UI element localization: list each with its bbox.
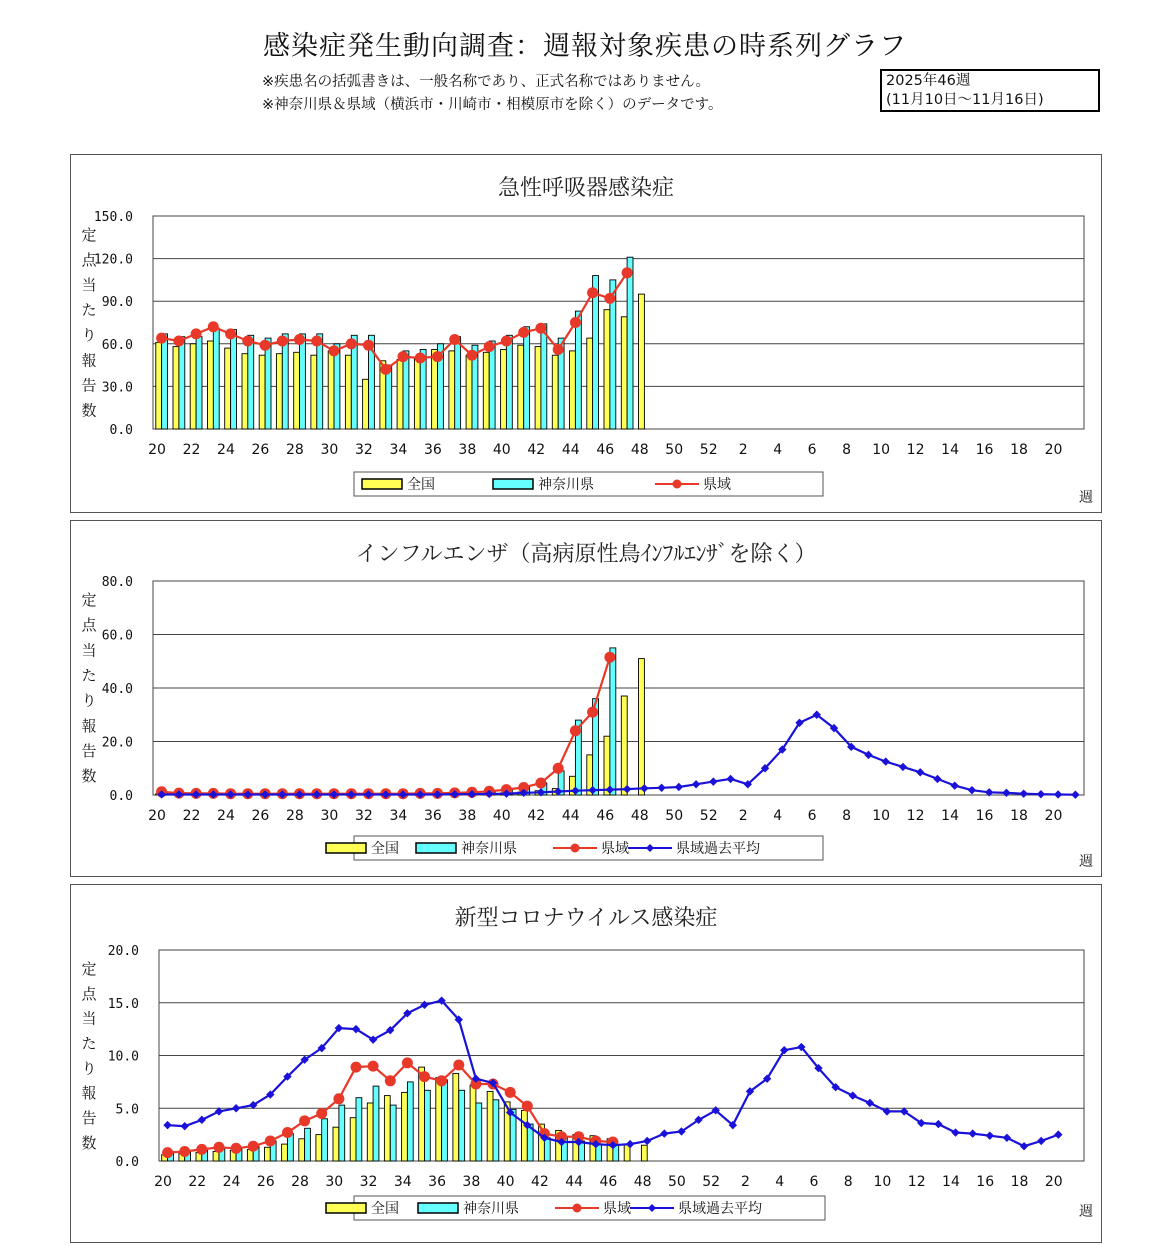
bar-national: [259, 355, 265, 429]
x-tick-label: 26: [251, 442, 270, 458]
bar-kanagawa: [455, 337, 461, 429]
x-axis-unit: 週: [1079, 490, 1093, 506]
point-prefecture: [316, 1108, 327, 1119]
x-tick-label: 10: [873, 1174, 892, 1190]
report-week: 2025年46週: [886, 73, 971, 89]
y-axis-label-char: 定: [81, 226, 97, 244]
x-tick-label: 12: [906, 808, 925, 824]
x-tick-label: 6: [809, 1174, 819, 1190]
x-tick-label: 30: [320, 808, 339, 824]
point-prefecture: [380, 364, 391, 375]
bar-national: [328, 351, 334, 429]
bar-kanagawa: [213, 328, 219, 429]
bar-national: [414, 358, 420, 429]
x-tick-label: 36: [423, 808, 442, 824]
y-tick-label: 60.0: [101, 337, 133, 353]
bar-national: [604, 310, 610, 429]
bar-national: [436, 1078, 442, 1161]
bar-national: [156, 342, 162, 429]
covid19-chart: [71, 885, 1101, 1242]
bar-national: [213, 1152, 219, 1162]
point-prefecture: [196, 1144, 207, 1155]
y-axis-label-char: 点: [81, 984, 97, 1003]
x-tick-label: 26: [256, 1174, 275, 1190]
bar-national: [225, 348, 231, 429]
x-tick-label: 48: [630, 808, 649, 824]
bar-national: [282, 1144, 288, 1161]
bar-kanagawa: [339, 1105, 345, 1161]
y-tick-label: 90.0: [101, 295, 133, 311]
bar-kanagawa: [231, 330, 237, 429]
influenza-chart: [71, 521, 1101, 876]
legend-swatch-kanagawa: [418, 1203, 458, 1213]
bar-national: [621, 696, 627, 795]
bar-national: [397, 359, 403, 429]
bar-kanagawa: [282, 334, 288, 429]
bar-kanagawa: [541, 324, 547, 429]
x-tick-label: 46: [596, 808, 615, 824]
y-tick-label: 10.0: [107, 1049, 139, 1065]
x-tick-label: 14: [942, 1174, 960, 1190]
point-prefecture: [553, 344, 564, 355]
y-axis-label-char: り: [81, 1059, 97, 1078]
y-tick-label: 0.0: [109, 789, 133, 804]
bar-national: [265, 1147, 271, 1161]
bar-national: [639, 294, 645, 429]
bar-national: [333, 1127, 339, 1161]
point-prefecture: [346, 338, 357, 349]
bar-national: [311, 355, 317, 429]
bar-national: [570, 351, 576, 429]
point-prefecture: [208, 321, 219, 332]
bar-kanagawa: [627, 257, 633, 429]
point-prefecture: [518, 327, 529, 338]
bar-national: [449, 351, 455, 429]
point-prefecture: [282, 1127, 293, 1138]
bar-kanagawa: [575, 311, 581, 429]
bar-national: [367, 1103, 373, 1161]
y-axis-label-char: 点: [81, 616, 97, 635]
bar-national: [299, 1139, 305, 1161]
point-prefecture: [570, 317, 581, 328]
x-tick-label: 52: [699, 442, 718, 458]
x-tick-label: 24: [217, 442, 235, 458]
point-prefecture: [501, 336, 512, 347]
point-prefecture: [277, 336, 288, 347]
bar-national: [208, 341, 214, 429]
region-note: ※神奈川県＆県域（横浜市・川崎市・相模原市を除く）のデータです。: [262, 97, 723, 113]
bar-national: [384, 1096, 390, 1161]
report-week-range: (11月10日～11月16日): [886, 92, 1044, 108]
x-tick-label: 24: [222, 1174, 241, 1190]
bar-national: [466, 355, 472, 429]
x-tick-label: 28: [286, 808, 304, 824]
x-tick-label: 40: [492, 808, 511, 824]
bar-national: [487, 1091, 493, 1161]
x-tick-label: 16: [976, 1174, 995, 1190]
legend-swatch-national: [326, 843, 366, 853]
bar-kanagawa: [407, 1082, 413, 1161]
legend-marker-prefecture: [571, 844, 580, 853]
bar-national: [535, 347, 541, 429]
bar-kanagawa: [322, 1119, 328, 1161]
legend-swatch-national: [362, 479, 402, 489]
point-prefecture: [432, 351, 443, 362]
x-tick-label: 50: [665, 808, 684, 824]
point-prefecture: [587, 707, 598, 718]
bar-kanagawa: [524, 327, 530, 429]
legend-label: 神奈川県: [463, 1201, 519, 1217]
y-tick-label: 60.0: [101, 628, 133, 644]
chart-title: 新型コロナウイルス感染症: [454, 906, 718, 931]
point-prefecture: [402, 1057, 413, 1068]
legend-label: 県域: [603, 1201, 631, 1217]
bar-kanagawa: [506, 335, 512, 429]
bar-kanagawa: [334, 344, 340, 429]
y-tick-label: 5.0: [115, 1102, 139, 1118]
legend-label: 県域過去平均: [676, 841, 760, 857]
acute-respiratory-chart-panel: [70, 154, 1102, 513]
x-tick-label: 44: [561, 442, 580, 458]
bar-national: [363, 379, 369, 429]
bar-kanagawa: [162, 334, 168, 429]
x-tick-label: 16: [975, 442, 994, 458]
x-tick-label: 22: [182, 442, 201, 458]
bar-national: [190, 344, 196, 429]
bar-national: [522, 1110, 528, 1161]
bar-national: [173, 347, 179, 429]
point-prefecture: [398, 351, 409, 362]
x-tick-label: 18: [1010, 808, 1028, 824]
page-title: 感染症発生動向調査：週報対象疾患の時系列グラフ: [263, 31, 907, 62]
x-tick-label: 18: [1010, 1174, 1029, 1190]
bar-kanagawa: [196, 337, 202, 429]
x-tick-label: 42: [530, 1174, 549, 1190]
x-tick-label: 46: [599, 1174, 618, 1190]
point-prefecture: [156, 333, 167, 344]
y-axis-label-char: 告: [81, 742, 97, 761]
x-tick-label: 40: [492, 442, 511, 458]
x-tick-label: 14: [941, 442, 959, 458]
x-tick-label: 32: [354, 442, 373, 458]
point-prefecture: [385, 1075, 396, 1086]
bar-kanagawa: [610, 648, 616, 795]
y-axis-label-char: 当: [81, 641, 97, 660]
point-prefecture: [604, 293, 615, 304]
x-tick-label: 16: [975, 808, 994, 824]
point-prefecture: [191, 328, 202, 339]
y-axis-label-char: た: [81, 1034, 97, 1053]
x-tick-label: 34: [389, 442, 408, 458]
point-prefecture: [248, 1141, 259, 1152]
y-tick-label: 80.0: [101, 575, 133, 590]
x-tick-label: 52: [699, 808, 718, 824]
point-prefecture: [351, 1062, 362, 1073]
legend-swatch-national: [326, 1203, 366, 1213]
point-prefecture: [231, 1143, 242, 1154]
legend-label: 県域: [703, 477, 731, 493]
x-tick-label: 2: [738, 442, 748, 458]
x-tick-label: 38: [458, 442, 477, 458]
point-prefecture: [467, 350, 478, 361]
y-tick-label: 30.0: [101, 380, 133, 396]
y-axis-label-char: た: [81, 666, 97, 685]
x-tick-label: 50: [665, 442, 684, 458]
y-axis-label-char: 告: [81, 376, 97, 395]
y-axis-label-char: 告: [81, 1108, 97, 1127]
influenza-chart-panel: [70, 520, 1102, 877]
bar-kanagawa: [248, 335, 254, 429]
x-tick-label: 30: [320, 442, 339, 458]
bar-kanagawa: [425, 1090, 431, 1161]
legend-label: 県域過去平均: [678, 1201, 762, 1217]
covid19-chart-panel: [70, 884, 1102, 1243]
legend-marker-prefecture: [673, 480, 682, 489]
x-tick-label: 36: [428, 1174, 446, 1190]
point-prefecture: [453, 1060, 464, 1071]
x-tick-label: 42: [527, 442, 546, 458]
chart-title: 急性呼吸器感染症: [497, 176, 675, 201]
bar-national: [402, 1092, 408, 1161]
x-tick-label: 22: [182, 808, 201, 824]
y-tick-label: 120.0: [93, 252, 133, 268]
x-tick-label: 10: [872, 808, 891, 824]
x-tick-label: 20: [154, 1174, 172, 1190]
point-prefecture: [162, 1147, 173, 1158]
x-tick-label: 4: [773, 808, 783, 824]
report-week-box: [880, 69, 1100, 112]
x-tick-label: 38: [462, 1174, 481, 1190]
y-axis-label-char: 数: [81, 767, 97, 786]
bar-kanagawa: [489, 341, 495, 429]
x-tick-label: 48: [633, 1174, 652, 1190]
point-prefecture: [587, 287, 598, 298]
x-tick-label: 32: [359, 1174, 378, 1190]
point-prefecture: [449, 334, 460, 345]
bar-kanagawa: [305, 1128, 311, 1161]
chart-title: インフルエンザ（高病原性鳥ｲﾝﾌﾙｴﾝｻﾞを除く）: [355, 542, 817, 567]
bar-national: [639, 659, 645, 795]
x-tick-label: 20: [1044, 442, 1063, 458]
bar-kanagawa: [265, 338, 271, 429]
bar-national: [276, 354, 282, 429]
y-tick-label: 0.0: [109, 423, 133, 438]
point-prefecture: [333, 1093, 344, 1104]
acute-respiratory-chart: [71, 155, 1101, 512]
y-axis-label-char: 数: [81, 401, 97, 420]
point-prefecture: [604, 652, 615, 663]
x-tick-label: 30: [325, 1174, 344, 1190]
point-prefecture: [505, 1087, 516, 1098]
bar-national: [587, 338, 593, 429]
x-tick-label: 14: [941, 808, 959, 824]
y-tick-label: 20.0: [101, 735, 133, 751]
x-tick-label: 12: [906, 442, 925, 458]
bar-kanagawa: [476, 1103, 482, 1161]
x-tick-label: 38: [458, 808, 477, 824]
x-tick-label: 6: [807, 442, 817, 458]
point-prefecture: [419, 1071, 430, 1082]
x-tick-label: 6: [807, 808, 817, 824]
legend-label: 全国: [407, 477, 435, 493]
bar-national: [316, 1135, 322, 1161]
x-tick-label: 18: [1010, 442, 1028, 458]
bar-national: [518, 345, 524, 429]
bar-kanagawa: [356, 1098, 362, 1161]
x-tick-label: 44: [565, 1174, 584, 1190]
x-axis-unit: 週: [1079, 1204, 1093, 1220]
point-prefecture: [368, 1061, 379, 1072]
y-axis-label-char: 定: [81, 960, 97, 978]
x-tick-label: 2: [740, 1174, 750, 1190]
y-axis-label-char: り: [81, 691, 97, 710]
plot-area: [153, 216, 1084, 429]
bar-national: [641, 1145, 647, 1161]
bar-kanagawa: [351, 335, 357, 429]
x-tick-label: 34: [389, 808, 408, 824]
x-tick-label: 28: [286, 442, 304, 458]
legend-swatch-kanagawa: [416, 843, 456, 853]
legend-label: 県域: [601, 841, 629, 857]
bar-kanagawa: [390, 1105, 396, 1161]
x-tick-label: 28: [291, 1174, 309, 1190]
point-prefecture: [570, 725, 581, 736]
point-prefecture: [311, 336, 322, 347]
y-axis-label-char: 点: [81, 251, 97, 270]
x-tick-label: 40: [496, 1174, 515, 1190]
x-tick-label: 48: [630, 442, 649, 458]
x-tick-label: 52: [702, 1174, 721, 1190]
bar-kanagawa: [300, 334, 306, 429]
bar-national: [294, 352, 300, 429]
bar-kanagawa: [179, 337, 185, 429]
point-prefecture: [436, 1075, 447, 1086]
point-prefecture: [242, 336, 253, 347]
x-tick-label: 8: [842, 442, 852, 458]
x-tick-label: 24: [217, 808, 235, 824]
bar-national: [621, 317, 627, 429]
legend-label: 神奈川県: [538, 477, 594, 493]
bar-national: [470, 1085, 476, 1161]
y-axis-label-char: た: [81, 301, 97, 320]
y-tick-label: 40.0: [101, 682, 133, 697]
x-tick-label: 22: [188, 1174, 207, 1190]
y-axis-label-char: 当: [81, 1009, 97, 1028]
y-tick-label: 20.0: [107, 944, 139, 959]
point-prefecture: [294, 334, 305, 345]
point-prefecture: [535, 778, 546, 789]
bar-national: [345, 355, 351, 429]
x-tick-label: 4: [775, 1174, 785, 1190]
x-axis-unit: 週: [1079, 854, 1093, 870]
legend-label: 全国: [371, 841, 399, 857]
x-tick-label: 26: [251, 808, 270, 824]
bar-national: [501, 350, 507, 430]
legend-swatch-kanagawa: [493, 479, 533, 489]
y-tick-label: 15.0: [107, 996, 139, 1012]
y-tick-label: 0.0: [115, 1155, 139, 1170]
point-prefecture: [214, 1142, 225, 1153]
x-tick-label: 34: [393, 1174, 412, 1190]
bar-national: [604, 736, 610, 795]
y-axis-label-char: 当: [81, 276, 97, 295]
point-prefecture: [522, 1101, 533, 1112]
x-tick-label: 50: [667, 1174, 686, 1190]
x-tick-label: 8: [842, 808, 852, 824]
y-axis-label-char: 定: [81, 591, 97, 609]
x-tick-label: 4: [773, 442, 783, 458]
x-tick-label: 46: [596, 442, 615, 458]
x-tick-label: 8: [843, 1174, 853, 1190]
x-tick-label: 20: [148, 808, 166, 824]
point-prefecture: [415, 353, 426, 364]
point-prefecture: [299, 1115, 310, 1126]
point-prefecture: [225, 328, 236, 339]
y-axis-label-char: り: [81, 326, 97, 345]
bar-kanagawa: [442, 1080, 448, 1161]
legend-label: 全国: [371, 1201, 399, 1217]
point-prefecture: [329, 345, 340, 356]
x-tick-label: 42: [527, 808, 546, 824]
bar-kanagawa: [459, 1090, 465, 1161]
y-axis-label-char: 数: [81, 1133, 97, 1152]
x-tick-label: 12: [907, 1174, 926, 1190]
point-prefecture: [535, 323, 546, 334]
bar-national: [242, 354, 248, 429]
disease-name-note: ※疾患名の括弧書きは、一般名称であり、正式名称ではありません。: [262, 74, 711, 90]
point-prefecture: [484, 341, 495, 352]
bar-kanagawa: [544, 1138, 550, 1161]
y-tick-label: 150.0: [93, 210, 133, 225]
bar-kanagawa: [593, 276, 599, 429]
bar-kanagawa: [317, 334, 323, 429]
bar-kanagawa: [403, 351, 409, 429]
point-prefecture: [363, 340, 374, 351]
point-prefecture: [622, 267, 633, 278]
x-tick-label: 20: [1044, 808, 1063, 824]
y-axis-label-char: 報: [81, 351, 97, 370]
bar-kanagawa: [373, 1086, 379, 1161]
y-axis-label-char: 報: [81, 1084, 97, 1103]
point-prefecture: [173, 336, 184, 347]
x-tick-label: 44: [561, 808, 580, 824]
x-tick-label: 20: [1044, 1174, 1063, 1190]
x-tick-label: 2: [738, 808, 748, 824]
point-prefecture: [179, 1146, 190, 1157]
bar-national: [483, 352, 489, 429]
bar-national: [552, 355, 558, 429]
bar-national: [453, 1073, 459, 1161]
x-tick-label: 32: [354, 808, 373, 824]
bar-kanagawa: [493, 1100, 499, 1161]
x-tick-label: 10: [872, 442, 891, 458]
x-tick-label: 36: [423, 442, 442, 458]
point-prefecture: [553, 763, 564, 774]
y-axis-label-char: 報: [81, 716, 97, 735]
x-tick-label: 20: [148, 442, 166, 458]
point-prefecture: [265, 1136, 276, 1147]
legend-marker-prefecture: [573, 1204, 582, 1213]
legend-label: 神奈川県: [461, 841, 517, 857]
point-prefecture: [260, 340, 271, 351]
bar-national: [350, 1118, 356, 1161]
